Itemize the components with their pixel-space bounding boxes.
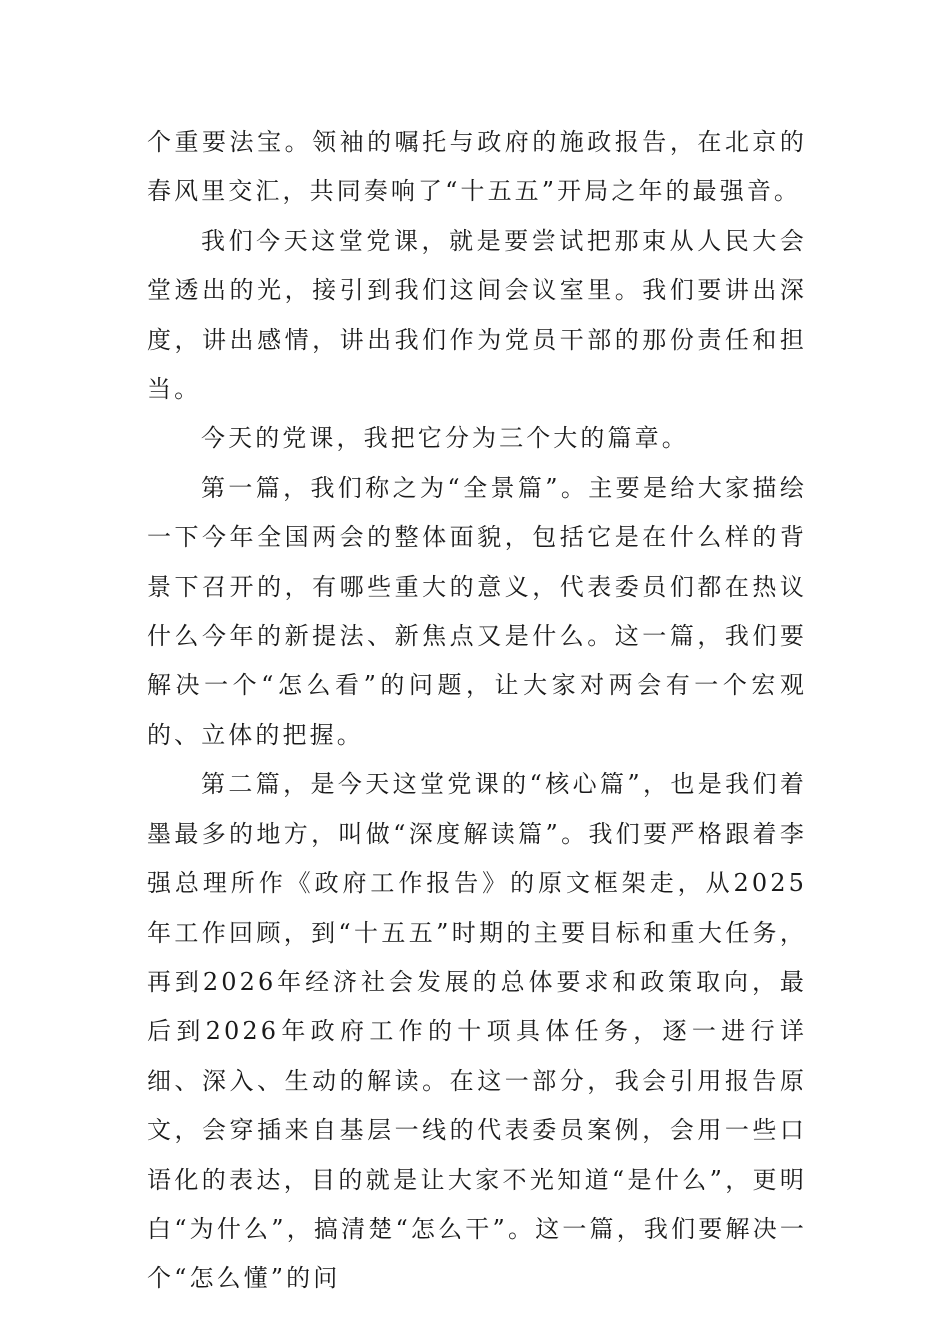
paragraph-1: 个重要法宝。领袖的嘱托与政府的施政报告，在北京的春风里交汇，共同奏响了“十五五”开局之年的最强音。 [147, 128, 807, 206]
paragraph-3: 今天的党课，我把它分为三个大的篇章。 [201, 424, 689, 453]
paragraph-4: 第一篇，我们称之为“全景篇”。主要是给大家描绘一下今年全国两会的整体面貌，包括它是在什么样的背景下召开的，有哪些重大的意义，代表委员们都在热议什么今年的新提法、新焦点又是什么。这一篇，我们要解决一个“怎么看”的问题，让大家对两会有一个宏观的、立体的把握。 [147, 473, 807, 749]
document-body [147, 118, 807, 1304]
paragraph-2: 我们今天这堂党课，就是要尝试把那束从人民大会堂透出的光，接引到我们这间会议室里。我们要讲出深度，讲出感情，讲出我们作为党员干部的那份责任和担当。 [147, 226, 807, 404]
paragraph-5: 第二篇，是今天这堂党课的“核心篇”，也是我们着墨最多的地方，叫做“深度解读篇”。我们要严格跟着李强总理所作《政府工作报告》的原文框架走，从2025年工作回顾，到“十五五”时期的主要目标和重大任务，再到2026年经济社会发展的总体要求和政策取向，最后到2026年政府工作的十项具体任务，逐一进行详细、深入、生动的解读。在这一部分，我会引用报告原文，会穿插来自基层一线的代表委员案例，会用一些口语化的表达，目的就是让大家不光知道“是什么”，更明白“为什么”，搞清楚“怎么干”。这一篇，我们要解决一个“怎么懂”的问 [147, 770, 807, 1293]
